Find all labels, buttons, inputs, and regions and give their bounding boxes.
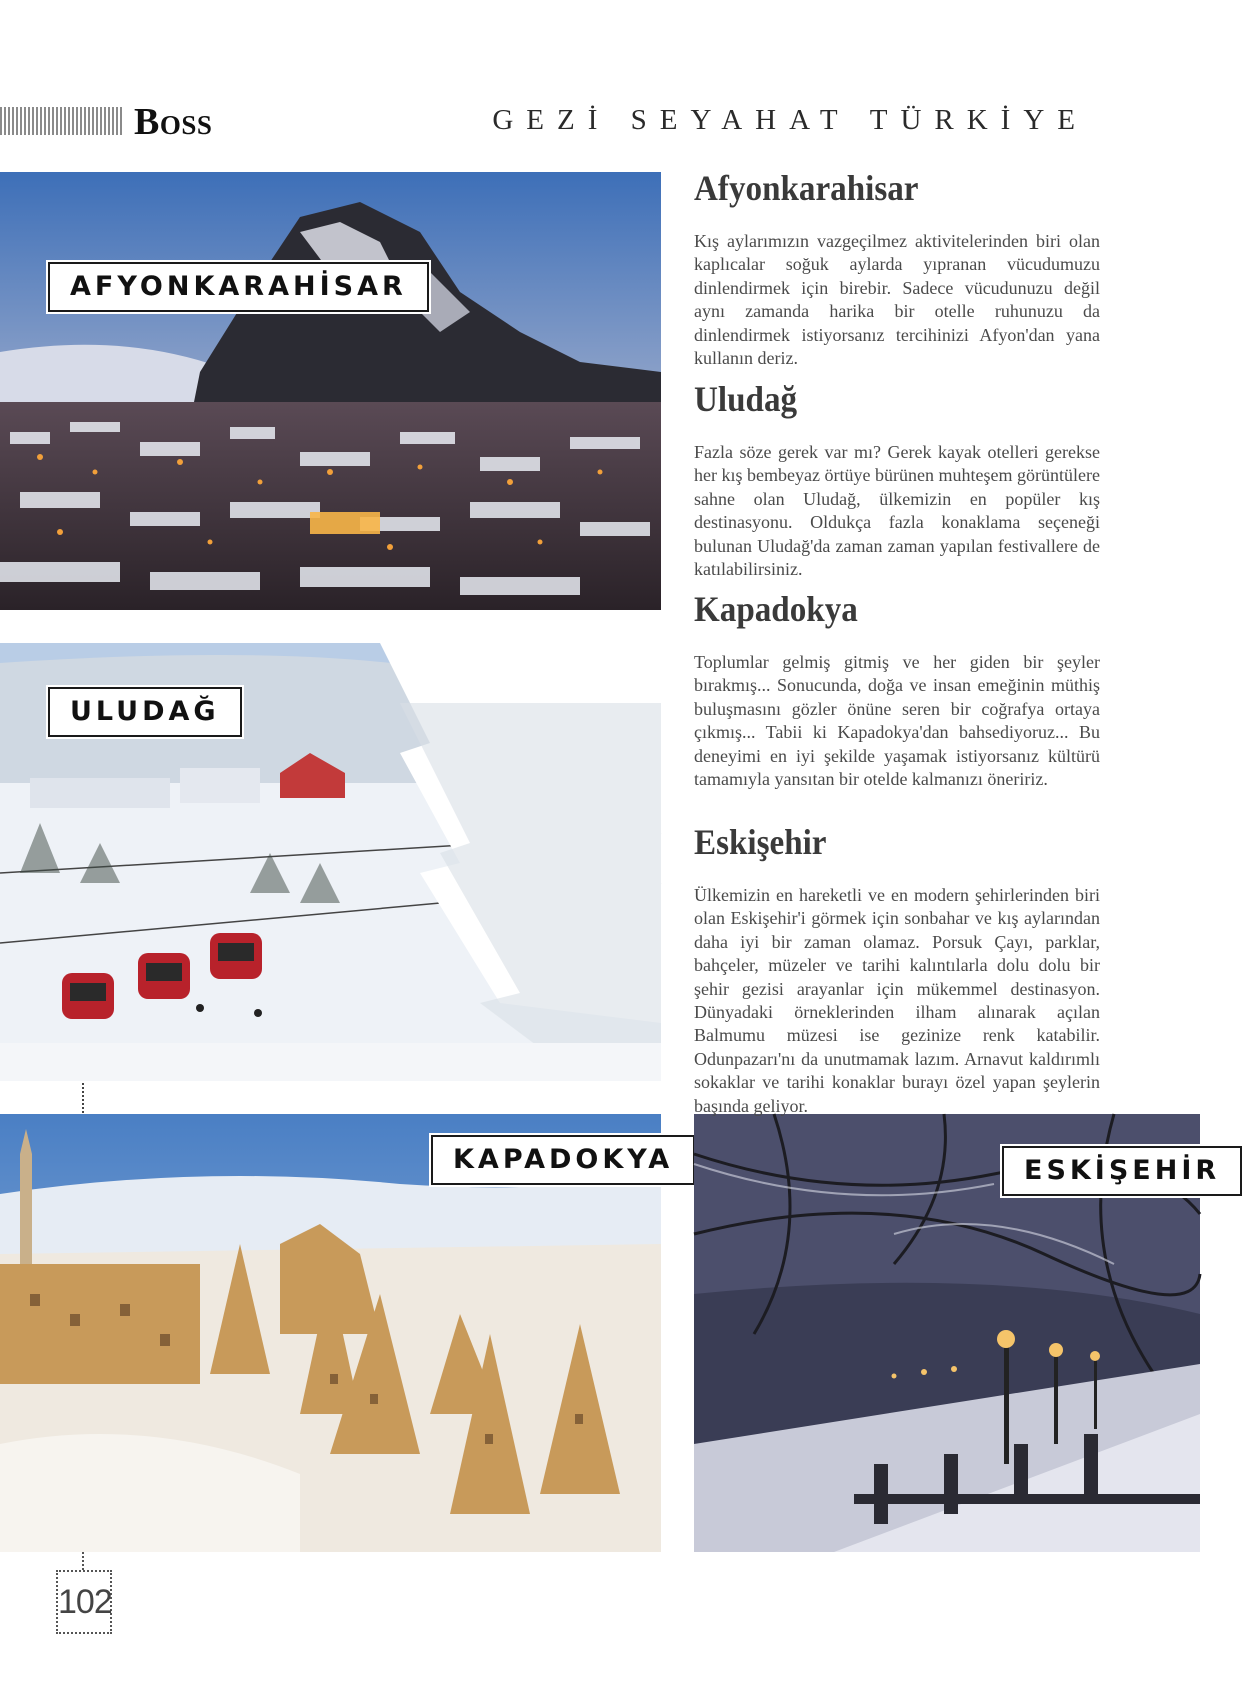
article-kapadokya xyxy=(694,587,1100,791)
article-body: Toplumlar gelmiş gitmiş ve her giden bir şeyler bırakmış... Sonucunda, doğa ve insan emeğinin müthiş buluşmasını gözler önüne seren bir coğrafya ortaya çıkmış... Tabii ki Kapadokya'dan bahsediyoruz... Bu deneyimi en iyi şekilde yaşamak istiyorsanız kültürü tamamıyla yansıtan bir otelde kalmanızı öneririz. xyxy=(694,652,1100,790)
section-title: GEZİ SEYAHAT TÜRKİYE xyxy=(492,104,1088,136)
article-eskisehir xyxy=(694,820,1100,1118)
eskisehir-label: ESKİŞEHİR xyxy=(1002,1146,1242,1196)
article-title: Afyonkarahisar xyxy=(694,168,919,208)
article-body: Fazla söze gerek var mı? Gerek kayak otelleri gerekse her kış bembeyaz örtüye bürünen muhteşem görüntülere sahne olan Uludağ, ülkemizin en popüler kış destinasyonu. Oldukça fazla konaklama seçeneği bulunan Uludağ'da zaman zaman yapılan festivallere de katılabilirsiniz. xyxy=(694,442,1100,580)
article-body: Kış aylarımızın vazgeçilmez aktivitelerinden biri olan kaplıcalar soğuk aylarda yıpranan vücudumuzu dinlendirmek için birebir. Sadece vücudunuzu değil aynı zamanda harika bir otelle ruhunuzu da dinlendirmek istiyorsanız tercihinizi Afyon'dan yana kullanın deriz. xyxy=(694,231,1100,369)
article-body: Ülkemizin en hareketli ve en modern şehirlerinden biri olan Eskişehir'i görmek için sonbahar ve kış aylarından daha iyi bir zaman olamaz. Porsuk Çayı, parklar, bahçeler, müzeler ve tarihi kalıntılarla dolu dolu bir şehir gezisi arayanlar için mükemmel destinasyon. Dünyadaki örneklerinden ilham alınarak açılan Balmumu müzesi ise gezinize renk katabilir. Odunpazarı'nı da unutmamak lazım. Arnavut kaldırımlı sokaklar ve tarihi konaklar burayı özel yapan şeylerin başında geliyor. xyxy=(694,885,1100,1116)
afyonkarahisar-label: AFYONKARAHİSAR xyxy=(48,262,429,312)
kapadokya-label: KAPADOKYA xyxy=(431,1135,695,1185)
uludag-label: ULUDAĞ xyxy=(48,687,242,737)
page-number-tick xyxy=(82,1552,84,1570)
afyonkarahisar-photo xyxy=(0,172,661,610)
article-uludag xyxy=(694,377,1100,581)
article-afyonkarahisar xyxy=(694,166,1100,370)
dotted-connector xyxy=(82,1083,84,1113)
brand-logo: Boss xyxy=(134,101,213,143)
article-title: Eskişehir xyxy=(694,822,827,862)
article-title: Kapadokya xyxy=(694,589,858,629)
article-title: Uludağ xyxy=(694,379,798,419)
barcode-decoration xyxy=(0,107,122,135)
page-number: 102 xyxy=(56,1570,112,1634)
